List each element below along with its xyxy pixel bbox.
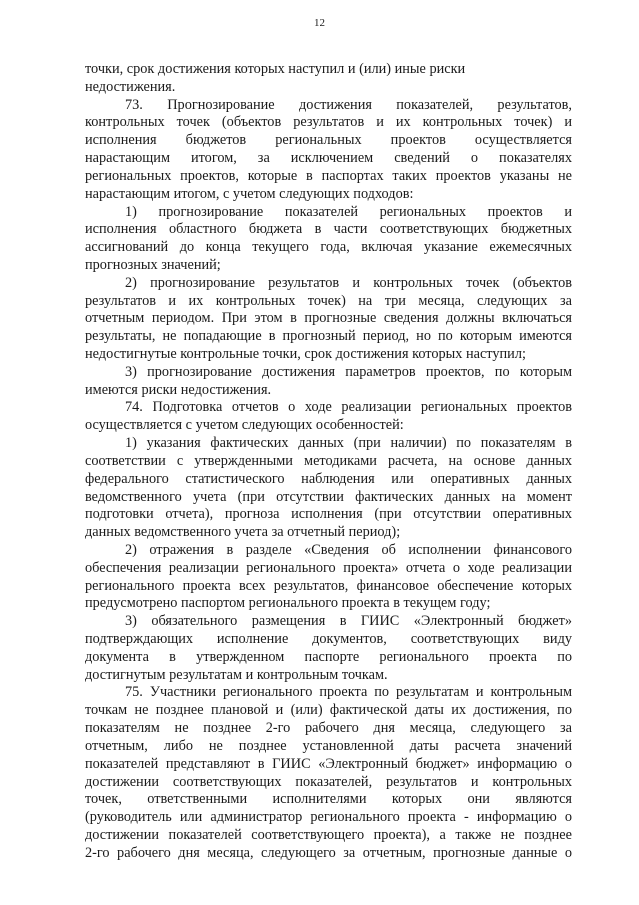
text-line: исполнения областного бюджета в части соответствующих бюджетных xyxy=(85,221,572,238)
text-line: недостижения. xyxy=(85,78,176,95)
text-line: точки, срок достижения которых наступил и (или) иные риски xyxy=(85,61,466,77)
text-line: 74. Подготовка отчетов о ходе реализации региональных проектов xyxy=(125,399,572,416)
text-line: (руководитель или администратор регионального проекта - информацию о xyxy=(85,809,572,826)
paragraph-74-item-2 xyxy=(85,542,572,613)
text-line: точек, ответственными исполнителями которых они являются xyxy=(85,791,572,808)
text-line: точкам не позднее плановой и (или) фактической даты их достижения, по xyxy=(85,702,572,719)
text-line: 2) прогнозирование результатов и контрольных точек (объектов xyxy=(125,274,572,291)
paragraph-74 xyxy=(85,399,572,435)
text-line: 2-го рабочего дня месяца, следующего за отчетным, прогнозные данные о xyxy=(85,844,572,861)
text-line: осуществляется с учетом следующих особенностей: xyxy=(85,417,404,434)
text-line: достигнутым результатам и контрольным точкам. xyxy=(85,666,388,683)
text-line: предусмотрено паспортом регионального проекта в текущем году; xyxy=(85,595,491,612)
text-line: 3) обязательного размещения в ГИИС «Электронный бюджет» xyxy=(125,613,572,630)
text-line: обеспечения реализации регионального проекта» отчета о ходе реализации xyxy=(85,559,572,576)
page-number: 12 xyxy=(314,17,325,29)
paragraph-73-item-3 xyxy=(85,364,572,400)
text-line: данных ведомственного учета за отчетный период); xyxy=(85,524,401,541)
text-line: соответствии с утвержденными методиками расчета, на основе данных xyxy=(85,452,572,469)
paragraph-74-item-3 xyxy=(85,613,572,684)
text-line: достижении показателей соответствующего проекта), а также не позднее xyxy=(85,826,572,843)
paragraph-73-item-2 xyxy=(85,275,572,364)
text-line: 3) прогнозирование достижения параметров проектов, по которым xyxy=(125,363,572,380)
text-line: исполнения бюджетов региональных проектов осуществляется xyxy=(85,132,572,149)
text-line: нарастающим итогом, с учетом следующих подходов: xyxy=(85,185,414,202)
text-line: отчетным периодом. При этом в прогнозные сведения должны включаться xyxy=(85,310,572,327)
text-line: результаты, не попадающие в прогнозный период, но по которым имеются xyxy=(85,328,572,345)
text-line: показателям не позднее 2-го рабочего дня месяца, следующего за xyxy=(85,720,572,737)
text-line: показателей представляют в ГИИС «Электронный бюджет» информацию о xyxy=(85,755,572,772)
text-line: 2) отражения в разделе «Сведения об исполнении финансового xyxy=(125,541,572,558)
paragraph-continuation xyxy=(85,61,572,97)
paragraph-73-item-1 xyxy=(85,204,572,275)
paragraph-74-item-1 xyxy=(85,435,572,542)
text-line: контрольных точек (объектов результатов и их контрольных точек) и xyxy=(85,114,572,131)
text-line: достижении соответствующих показателей, результатов и контрольных xyxy=(85,773,572,790)
text-line: прогнозных значений; xyxy=(85,256,221,273)
text-line: имеются риски недостижения. xyxy=(85,381,272,398)
text-line: федерального статистического наблюдения или оперативных данных xyxy=(85,470,572,487)
text-line: региональных проектов, которые в паспортах таких проектов указаны не xyxy=(85,167,572,184)
text-line: 75. Участники регионального проекта по результатам и контрольным xyxy=(125,684,572,701)
paragraph-75 xyxy=(85,684,572,862)
text-line: нарастающим итогом, за исключением сведений о показателях xyxy=(85,150,572,167)
text-line: ассигнований до конца текущего года, включая указание ежемесячных xyxy=(85,239,572,256)
text-line: отчетным, либо не позднее установленной даты расчета значений xyxy=(85,737,572,754)
text-line: подготовки отчета), прогноза исполнения (при отсутствии оперативных xyxy=(85,506,572,523)
text-line: ведомственного учета (при отсутствии фактических данных на момент xyxy=(85,488,572,505)
text-line: недостигнутые контрольные точки, срок достижения которых наступил; xyxy=(85,346,526,362)
text-line: результатов и их контрольных точек) на три месяца, следующих за xyxy=(85,292,572,309)
text-line: 1) указания фактических данных (при наличии) по показателям в xyxy=(125,435,572,452)
text-line: подтверждающих исполнение документов, соответствующих виду xyxy=(85,631,572,647)
text-line: регионального проекта всех результатов, финансовое обеспечение которых xyxy=(85,577,572,594)
document-body xyxy=(85,61,572,863)
text-line: 1) прогнозирование показателей региональных проектов и xyxy=(125,203,572,220)
text-line: 73. Прогнозирование достижения показателей, результатов, xyxy=(125,96,572,113)
paragraph-73 xyxy=(85,97,572,204)
text-line: документа в утвержденном паспорте регионального проекта по xyxy=(85,648,572,665)
